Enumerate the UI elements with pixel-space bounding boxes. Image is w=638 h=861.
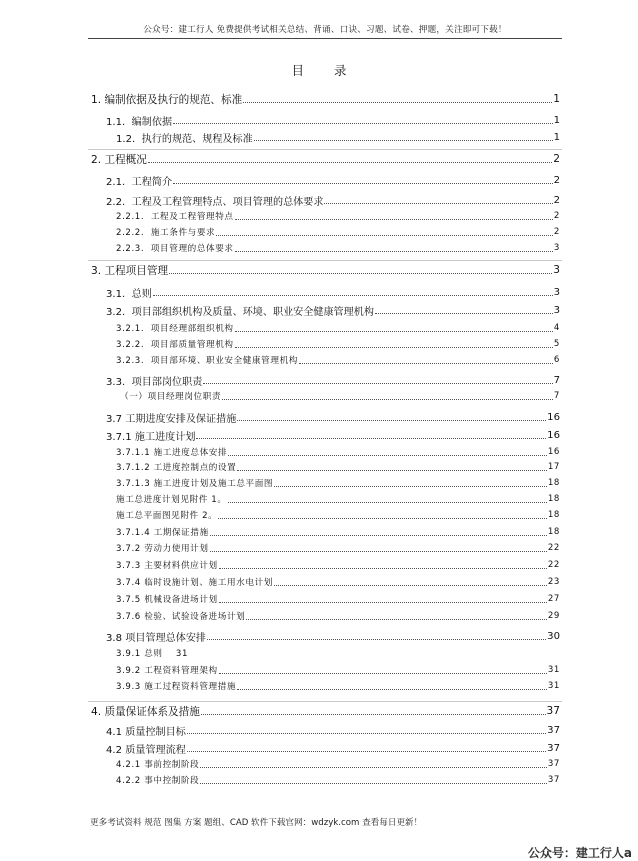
toc-entry-page: 29	[547, 611, 560, 621]
toc-entry-page: 4	[553, 323, 560, 333]
toc-entry-title: 3.2.1. 项目经理部组织机构	[116, 324, 234, 334]
toc-entry[interactable]	[106, 629, 560, 643]
toc-entry-page: 22	[547, 560, 560, 570]
toc-entry-page: 31	[547, 665, 560, 675]
toc-entry-title: 2.2.3. 项目管理的总体要求	[116, 244, 234, 254]
toc-entry-title: 2.2. 工程及工程管理特点、项目管理的总体要求	[106, 196, 324, 208]
toc-entry[interactable]	[116, 337, 560, 351]
toc-entry-page: 37	[547, 742, 560, 754]
toc-dot-leader	[219, 602, 547, 603]
toc-entry[interactable]	[91, 704, 560, 718]
toc-entry-title: 3.7.1 施工进度计划	[106, 431, 196, 443]
toc-entry[interactable]	[116, 353, 560, 367]
toc-dot-leader	[228, 455, 547, 456]
toc-entry-page: 18	[547, 527, 560, 537]
toc-entry[interactable]	[106, 173, 560, 187]
toc-entry-page: 16	[547, 447, 560, 457]
toc-dot-leader	[274, 486, 547, 487]
toc-entry-page: 1	[553, 131, 560, 143]
toc-dot-leader	[148, 162, 552, 163]
page-footer: 更多考试资料 规范 图集 方案 题组、CAD 软件下载官网：wdzyk.com 查看每日更新！	[90, 818, 423, 828]
toc-entry[interactable]	[116, 445, 560, 459]
toc-entry-page: 37	[547, 775, 560, 785]
toc-entry-title: 3.2. 项目部组织机构及质量、环境、职业安全健康管理机构	[106, 306, 374, 318]
toc-entry-title: 3.7.1.4 工期保证措施	[116, 528, 209, 538]
toc-dot-leader	[196, 438, 546, 439]
toc-entry[interactable]	[116, 130, 560, 144]
toc-entry-page: 16	[547, 411, 560, 423]
toc-entry-title: 2.2.1. 工程及工程管理特点	[116, 212, 234, 222]
toc-dot-leader	[228, 502, 547, 503]
toc-dot-leader	[203, 383, 552, 384]
toc-dot-leader	[200, 767, 546, 768]
toc-entry[interactable]	[116, 241, 560, 255]
toc-entry-title: 4.2.1 事前控制阶段	[116, 760, 200, 770]
toc-entry[interactable]	[116, 757, 560, 771]
toc-entry[interactable]	[106, 113, 560, 127]
toc-dot-leader	[207, 639, 546, 640]
toc-entry-page: 2	[553, 174, 560, 186]
toc-entry-page: 3	[553, 243, 560, 253]
toc-entry-title: （一）项目经理岗位职责	[120, 392, 222, 402]
toc-entry-page: 2	[553, 227, 560, 237]
toc-entry[interactable]	[116, 225, 560, 239]
toc-entry-page: 22	[547, 543, 560, 553]
toc-entry[interactable]	[116, 492, 560, 506]
toc-entry-title: 4.2.2 事中控制阶段	[116, 776, 200, 786]
toc-entry-page: 31	[547, 681, 560, 691]
toc-entry-title: 3.9.3 施工过程资料管理措施	[116, 682, 237, 692]
toc-entry-title: 3. 工程项目管理	[91, 264, 169, 277]
toc-dot-leader	[187, 733, 546, 734]
toc-entry[interactable]	[106, 285, 560, 299]
toc-entry[interactable]	[116, 508, 560, 522]
toc-entry[interactable]	[116, 541, 560, 555]
toc-entry-title: 4.2 质量管理流程	[106, 744, 186, 756]
header-divider	[88, 38, 562, 39]
toc-entry-page: 18	[547, 478, 560, 488]
toc-entry[interactable]	[91, 263, 560, 277]
toc-entry-title: 3.9.1 总则 31	[116, 649, 189, 659]
toc-entry-page: 3	[553, 264, 560, 276]
toc-entry-title: 3.7.3 主要材料供应计划	[116, 561, 218, 571]
toc-entry[interactable]	[106, 723, 560, 737]
toc-entry-title: 3.2.2. 项目部质量管理机构	[116, 340, 234, 350]
toc-entry[interactable]	[120, 389, 560, 403]
toc-entry-page: 17	[547, 462, 560, 472]
toc-dot-leader	[187, 751, 546, 752]
toc-entry[interactable]	[91, 152, 560, 166]
toc-entry-title: 3.1. 总则	[106, 288, 152, 300]
toc-entry-title: 3.7.6 检验、试验设备进场计划	[116, 612, 246, 622]
toc-dot-leader	[218, 518, 547, 519]
toc-entry-title: 施工总进度计划见附件 1。	[116, 495, 227, 505]
toc-entry-page: 2	[553, 211, 560, 221]
toc-entry-page: 2	[553, 153, 560, 165]
toc-entry[interactable]	[116, 575, 560, 589]
section-divider	[88, 260, 562, 261]
toc-title: 目 录	[291, 63, 360, 78]
toc-entry[interactable]	[116, 609, 560, 623]
toc-dot-leader	[237, 689, 547, 690]
toc-entry-title: 3.2.3. 项目部环境、职业安全健康管理机构	[116, 356, 298, 366]
toc-dot-leader	[254, 140, 553, 141]
toc-entry-page: 37	[546, 705, 560, 717]
toc-entry-title: 1. 编制依据及执行的规范、标准	[91, 93, 243, 106]
toc-entry[interactable]	[116, 679, 560, 693]
toc-entry-title: 施工总平面图见附件 2。	[116, 511, 218, 521]
toc-entry[interactable]	[116, 209, 560, 223]
toc-entry-title: 3.7.4 临时设施计划、施工用水电计划	[116, 578, 273, 588]
toc-entry-page: 30	[547, 630, 560, 642]
toc-entry[interactable]	[106, 193, 560, 207]
toc-dot-leader	[235, 331, 553, 332]
toc-dot-leader	[219, 568, 547, 569]
toc-entry-page: 37	[547, 759, 560, 769]
toc-entry[interactable]	[116, 460, 560, 474]
toc-entry-title: 3.7.1.2 工进度控制点的设置	[116, 463, 237, 473]
toc-entry-page: 3	[553, 286, 560, 298]
toc-entry-page: 37	[547, 724, 560, 736]
toc-entry[interactable]	[116, 663, 560, 677]
toc-dot-leader	[173, 183, 553, 184]
toc-dot-leader	[200, 783, 546, 784]
toc-entry-title: 3.8 项目管理总体安排	[106, 632, 207, 644]
toc-entry[interactable]	[106, 428, 560, 442]
toc-dot-leader	[243, 102, 552, 103]
toc-entry-page: 7	[553, 391, 560, 401]
toc-entry-title: 2. 工程概况	[91, 153, 147, 166]
toc-dot-leader	[246, 619, 547, 620]
toc-entry-page: 18	[547, 510, 560, 520]
page-header: 公众号：建工行人 免费提供考试相关总结、背诵、口诀、习题、试卷、押题，关注即可下载！	[143, 25, 507, 35]
watermark-text: 公众号：建工行人a	[527, 846, 632, 860]
toc-dot-leader	[299, 363, 553, 364]
toc-dot-leader	[216, 235, 553, 236]
toc-entry-title: 4. 质量保证体系及措施	[91, 705, 200, 718]
section-divider	[88, 701, 562, 702]
toc-dot-leader	[237, 470, 547, 471]
toc-dot-leader	[169, 273, 552, 274]
toc-entry-page: 27	[547, 594, 560, 604]
toc-entry-page: 18	[547, 494, 560, 504]
toc-entry-title: 2.2.2. 施工条件与要求	[116, 228, 216, 238]
toc-dot-leader	[235, 251, 553, 252]
toc-entry-page: 5	[553, 339, 560, 349]
toc-entry[interactable]	[106, 303, 560, 317]
toc-entry-page: 1	[553, 93, 560, 105]
toc-entry[interactable]	[106, 373, 560, 387]
toc-dot-leader	[201, 714, 546, 715]
toc-entry[interactable]	[91, 92, 560, 106]
toc-entry-page: 2	[553, 194, 560, 206]
toc-dot-leader	[375, 313, 553, 314]
toc-dot-leader	[235, 219, 553, 220]
toc-entry[interactable]	[106, 741, 560, 755]
toc-entry-title: 4.1 质量控制目标	[106, 726, 186, 738]
toc-entry-title: 3.7.1.1 施工进度总体安排	[116, 448, 228, 458]
toc-entry[interactable]	[116, 646, 560, 660]
toc-dot-leader	[153, 295, 553, 296]
toc-entry-title: 1.2. 执行的规范、规程及标准	[116, 133, 253, 145]
toc-entry[interactable]	[116, 476, 560, 490]
toc-dot-leader	[210, 551, 547, 552]
toc-entry-title: 3.3. 项目部岗位职责	[106, 376, 203, 388]
toc-dot-leader	[235, 347, 553, 348]
toc-entry[interactable]	[116, 558, 560, 572]
toc-dot-leader	[324, 203, 552, 204]
toc-entry-page: 23	[547, 577, 560, 587]
toc-entry-page: 1	[553, 114, 560, 126]
toc-entry-title: 3.9.2 工程资料管理架构	[116, 666, 218, 676]
toc-entry-title: 3.7.1.3 施工进度计划及施工总平面图	[116, 479, 274, 489]
section-divider	[88, 149, 562, 150]
toc-entry-title: 3.7.5 机械设备进场计划	[116, 595, 218, 605]
toc-entry-title: 1.1. 编制依据	[106, 116, 173, 128]
toc-entry-page: 6	[553, 355, 560, 365]
toc-entry-page: 7	[553, 374, 560, 386]
toc-entry-page: 16	[547, 429, 560, 441]
toc-entry[interactable]	[116, 592, 560, 606]
toc-entry[interactable]	[106, 410, 560, 424]
toc-entry[interactable]	[116, 525, 560, 539]
toc-entry[interactable]	[116, 321, 560, 335]
toc-entry-title: 3.7 工期进度安排及保证措施	[106, 413, 237, 425]
toc-dot-leader	[210, 535, 547, 536]
toc-entry-title: 3.7.2 劳动力使用计划	[116, 544, 209, 554]
toc-dot-leader	[222, 399, 553, 400]
toc-entry[interactable]	[116, 773, 560, 787]
toc-entry-page: 3	[553, 304, 560, 316]
toc-dot-leader	[173, 123, 553, 124]
toc-dot-leader	[237, 420, 546, 421]
toc-dot-leader	[274, 585, 547, 586]
toc-dot-leader	[219, 673, 547, 674]
toc-entry-title: 2.1. 工程简介	[106, 176, 173, 188]
